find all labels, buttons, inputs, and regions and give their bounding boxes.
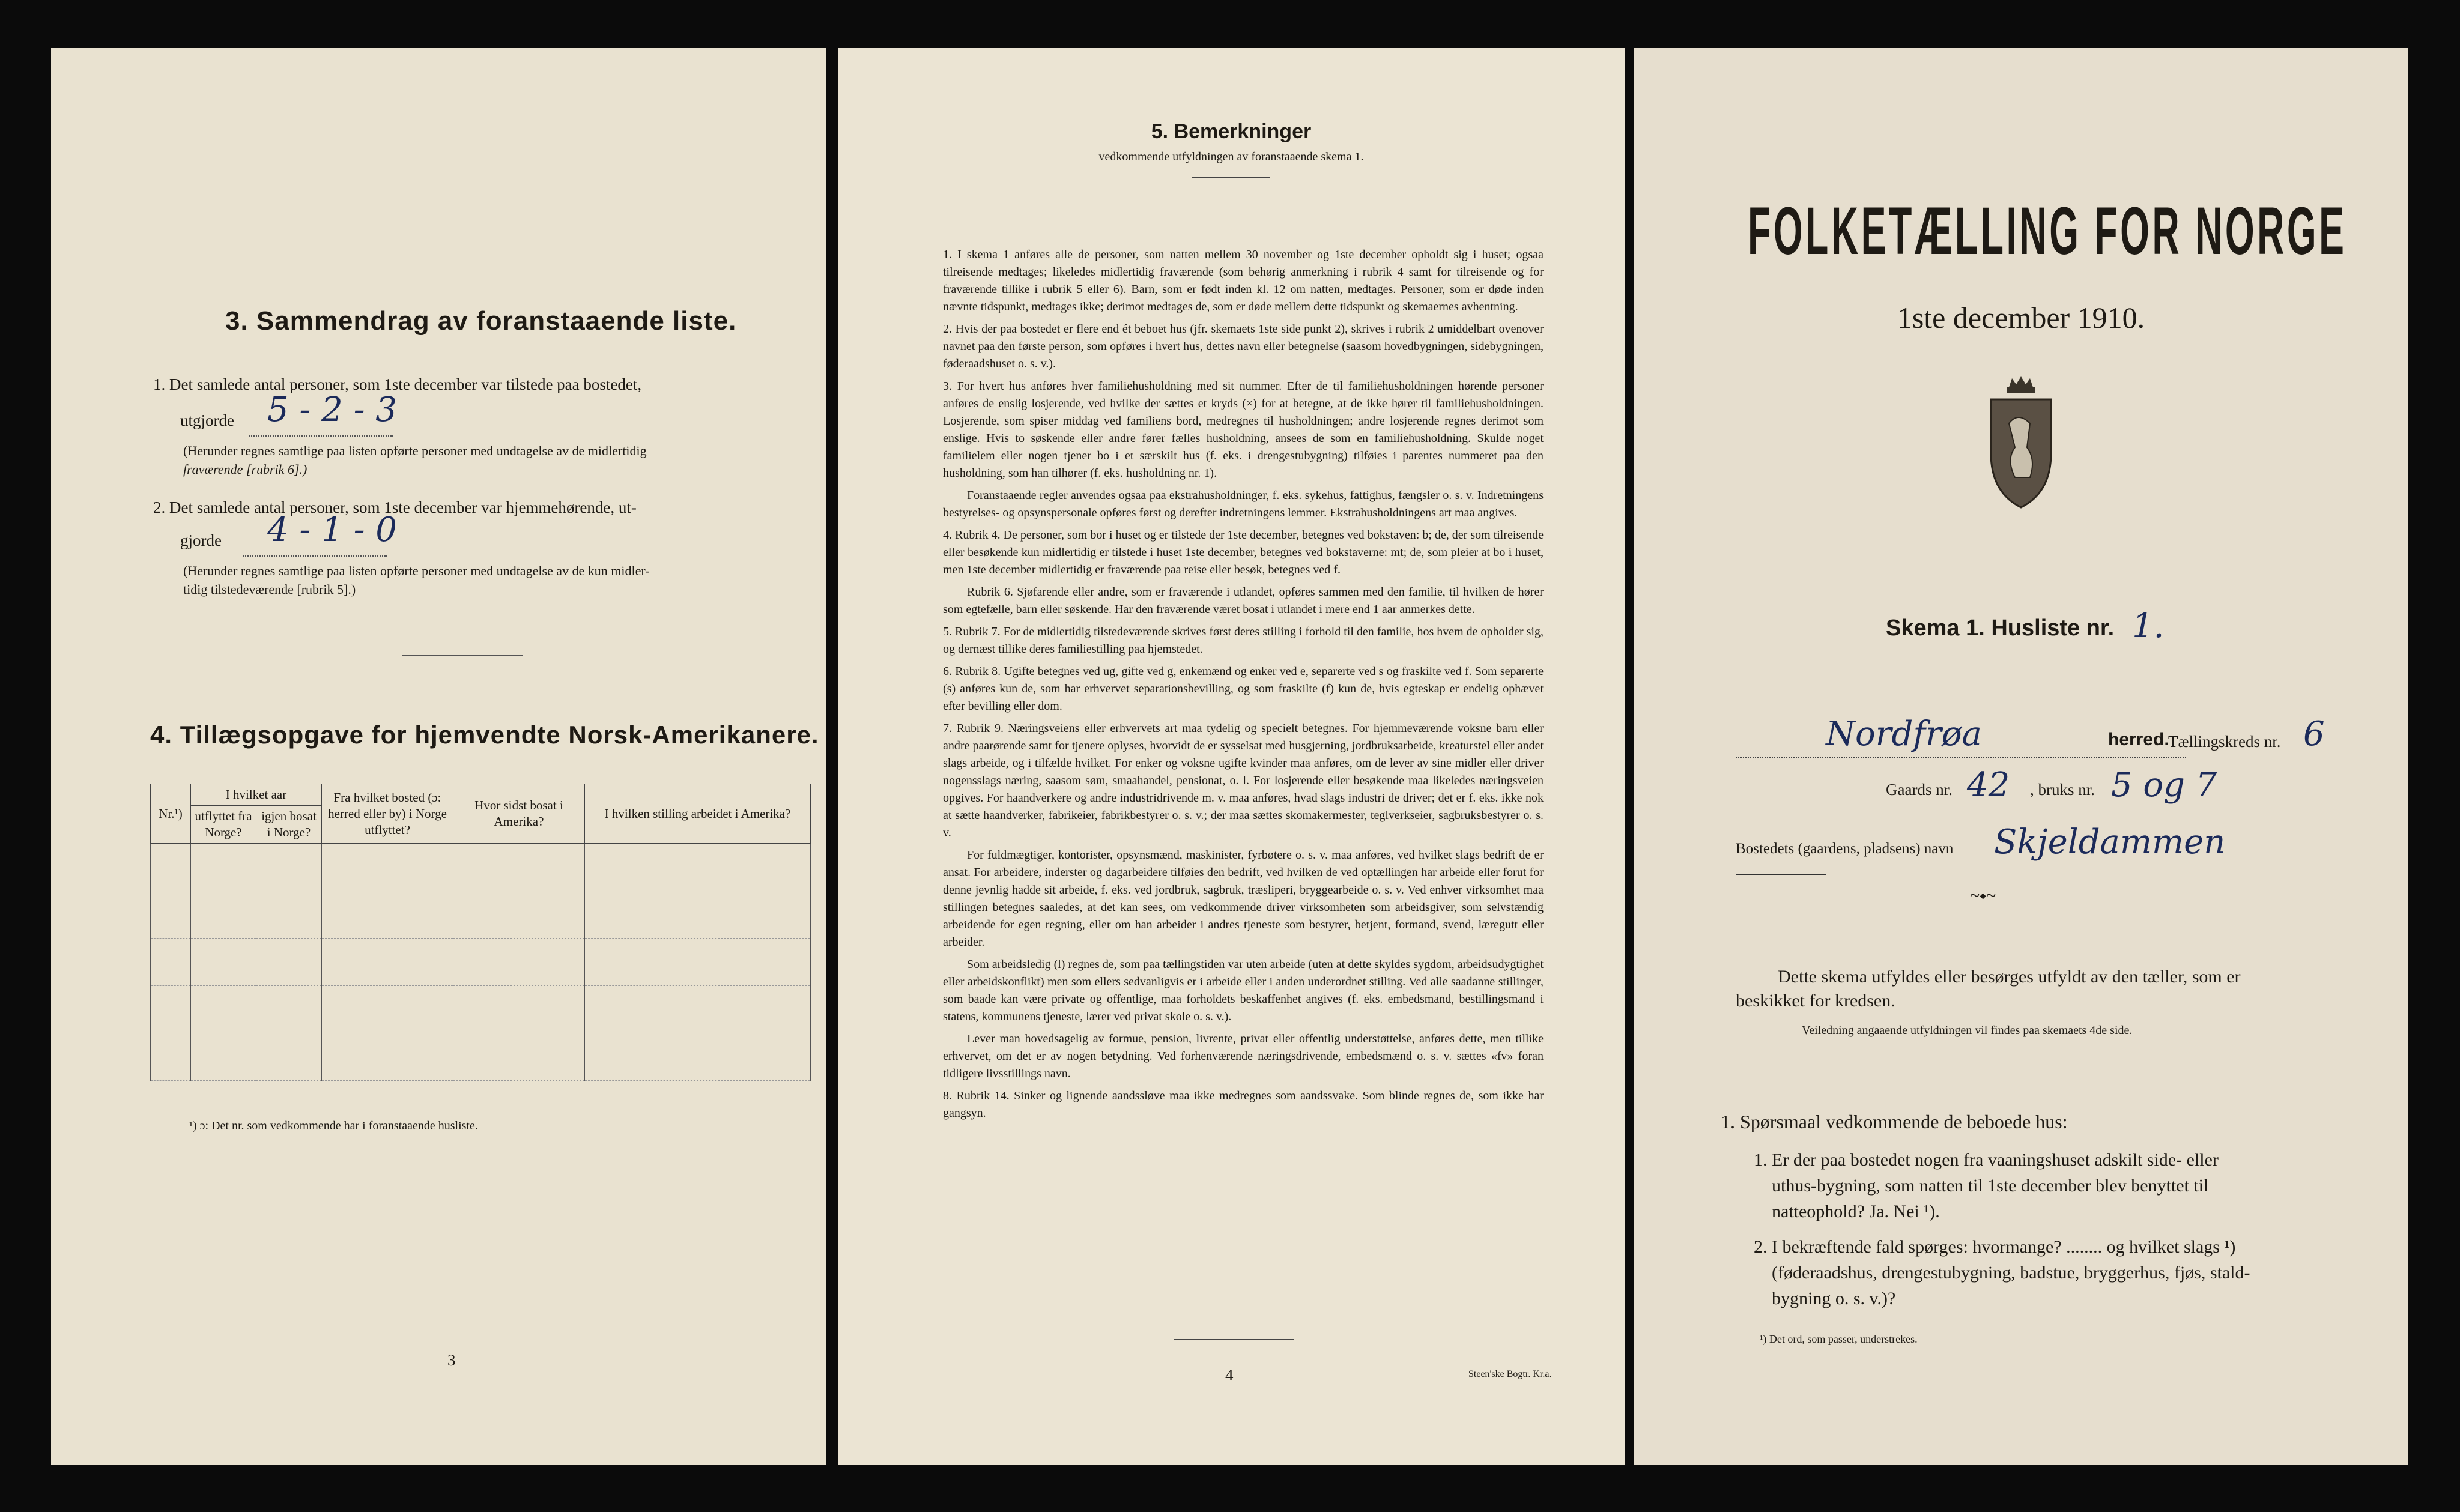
col-fra-bosted: Fra hvilket bosted (ɔ: herred eller by) i Norge utflyttet? <box>322 784 453 844</box>
gaards-hand: 42 <box>1967 766 2010 805</box>
herred-hand: Nordfrøa <box>1826 715 1982 754</box>
item1-utgjorde: utgjorde <box>180 411 234 429</box>
bruks-label: , bruks nr. <box>2030 781 2095 799</box>
skema-label: Skema 1. Husliste nr. <box>1886 615 2115 641</box>
remarks-subtitle: vedkommende utfyldningen av foranstaaende skema 1. <box>1098 150 1364 163</box>
bosted-underline <box>1736 874 1826 875</box>
remark-paragraph: Foranstaaende regler anvendes ogsaa paa ekstrahusholdninger, f. eks. sykehus, fattighus, fængsler o. s. v. Indretningens bestyrelses- og opsynspersonale opføres først og derefter indretningens lemmer. Ekstrahusholdningens art maa angives. <box>943 489 1544 519</box>
kreds-hand: 6 <box>2303 715 2325 754</box>
q2-line1: 2. I bekræftende fald spørges: hvormange? ........ og hvilket slags ¹) <box>1754 1237 2236 1257</box>
remark-paragraph: 2. Hvis der paa bostedet er flere end ét beboet hus (jfr. skemaets 1ste side punkt 2), skrives i rubrik 2 umiddelbart ovenover navnet paa den første person, som opføres i hvert hus, dettes navn eller betegnelse (saasom hovedbygningen, sidebygningen, føderaadshuset o. s. v.). <box>943 322 1544 370</box>
col-hvilket-aar: I hvilket aar <box>191 784 322 806</box>
q1-line1: 1. Er der paa bostedet nogen fra vaaningshuset adskilt side- eller <box>1754 1150 2219 1170</box>
item2-text: 2. Det samlede antal personer, som 1ste december var hjemmehørende, ut- <box>153 498 637 516</box>
census-date: 1ste december 1910. <box>1897 301 2145 334</box>
page-number: 3 <box>447 1351 456 1369</box>
bosted-hand: Skjeldammen <box>1994 823 2226 862</box>
norsk-amerikanere-table <box>150 784 811 1081</box>
table-row <box>151 986 811 1033</box>
item2-dotted-line <box>243 555 387 557</box>
herred-line <box>1736 757 2186 758</box>
remarks-title: 5. Bemerkninger <box>1151 120 1312 143</box>
veiledning-note: Veiledning angaaende utfyldningen vil findes paa skemaets 4de side. <box>1802 1024 2133 1037</box>
ornament: ~⬩~ <box>1970 886 1996 906</box>
remark-paragraph: 7. Rubrik 9. Næringsveiens eller erhvervets art maa tydelig og specielt betegnes. For hjemmeværende voksne barn eller andre paarørende samt for tjenere oplyses, hvorvidt de er sysselsat med husgjerning, jordbruksarbeide, kreaturstel eller andet slags arbeide, og i tilfælde hvilket. For enker og voksne ugifte kvinder maa anføres, om de lever av sine midler eller driver nogensslags næring, saasom søm, smaahandel, pensionat, o. l. For losjerende eller besøkende maa likeledes næringsveien opgives. For haandverkere og andre industridrivende m. v. maa anføres, hvad slags industri de driver; det er f. eks. ikke nok at sætte haandverker, fabrikeier, fabrikbestyrer o. s. v.; der maa sættes skomakermester, teglverkseier, sagbruksbestyrer o. s. v. <box>943 722 1544 839</box>
remark-paragraph: 3. For hvert hus anføres hver familiehusholdning med sit nummer. Efter de til familiehusholdningen hørende personer anføres de enslig losjerende, ved hvilke der sættes et kryds (×) for at betegne, at de ikke hører til familiehusholdningen. Losjerende, som spiser middag ved familiens bord, medregnes til husholdningen; andre losjerende regnes derimot som enslige. Hvis to søskende eller andre fører fælles husholdning, ansees de som en familiehusholdning. Skulde noget familielem eller nogen tjener bo i et særskilt hus (f. eks. i drengestubygning) tilføies i parentes nummeret paa den husholdning, som han tilhører (f. eks. husholdning nr. 1). <box>943 380 1544 480</box>
remark-paragraph: 6. Rubrik 8. Ugifte betegnes ved ug, gifte ved g, enkemænd og enker ved e, separerte ved s og fraskilte ved f. Som separerte (s) anføres kun de, som har erhvervet separationsbevilling, og som fraskilte (f) kun de, hvis egteskap er endelig ophævet efter bevilling eller dom. <box>943 665 1544 713</box>
remark-paragraph: Lever man hovedsagelig av formue, pension, livrente, privat eller offentlig understøttelse, anføres dette, men tillike erhvervet, om det er av nogen betydning. Ved forhenværende næringsdrivende, embedsmænd o. s. v. sættes «fv» foran tidligere livsstillings navn. <box>943 1032 1544 1080</box>
col-nr: Nr.¹) <box>151 784 191 844</box>
table-row <box>151 891 811 939</box>
intro-line2: beskikket for kredsen. <box>1736 991 1895 1011</box>
col-igjen: igjen bosat i Norge? <box>256 806 322 844</box>
q1-line3: natteophold? Ja. Nei ¹). <box>1772 1202 1940 1221</box>
section-3-title: 3. Sammendrag av foranstaaende liste. <box>225 306 737 336</box>
page-number: 4 <box>1225 1366 1234 1384</box>
questions-title: 1. Spørsmaal vedkommende de beboede hus: <box>1721 1111 2068 1132</box>
bosted-label: Bostedets (gaardens, pladsens) navn <box>1736 841 1954 857</box>
kreds-label: Tællingskreds nr. <box>2168 733 2281 751</box>
remark-paragraph: 1. I skema 1 anføres alle de personer, som natten mellem 30 november og 1ste december opholdt sig i huset; ogsaa tilreisende medtages; likeledes midlertidig fraværende (som behørig anmerkning i rubrik 4 samt for tilreisende og for fraværende tillike i rubrik 5 eller 6). Barn, som er født inden kl. 12 om natten, medtages. Personer, som er døde inden nævnte tidspunkt, medtages ikke; derimot medtages de, som er døde mellem dette tidspunkt og skemaernes avhentning. <box>943 248 1544 313</box>
item1-text: 1. Det samlede antal personer, som 1ste december var tilstede paa bostedet, <box>153 375 642 393</box>
remark-paragraph: For fuldmægtiger, kontorister, opsynsmænd, maskinister, fyrbøtere o. s. v. maa anføres, ved hvilket slags bedrift de er ansat. For arbeidere, inderster og dagarbeidere tilføies den bedrift, ved hvilken de ved optællingen har arbeide eller forut for denne jevnlig hadde sit arbeide, f. eks. ved jordbruk, sagbruk, træsliperi, bryggearbeide o. s. v. Ved enhver virksomhet maa stillingen betegnes saaledes, at det kan sees, om vedkommende driver virksomheten som arbeidsgiver, som selvstændig arbeidende for egen regning, eller om han arbeider i andres tjeneste som bestyrer, betjent, formand, svend, læregutt eller arbeider. <box>943 848 1544 949</box>
end-rule <box>1174 1339 1294 1340</box>
item1-handwritten-value: 5 - 2 - 3 <box>267 390 397 429</box>
coat-of-arms-icon <box>1982 375 2060 513</box>
remark-paragraph: 5. Rubrik 7. For de midlertidig tilstedeværende skrives først deres stilling i forhold til den familie, hos hvem de opholder sig, og dernæst tillike deres familiestilling paa hjemstedet. <box>943 625 1544 656</box>
intro-line1: Dette skema utfyldes eller besørges utfyldt av den tæller, som er <box>1778 967 2241 987</box>
census-title: FOLKETÆLLING FOR NORGE <box>1748 193 2347 268</box>
remark-paragraph: 4. Rubrik 4. De personer, som bor i huset og er tilstede der 1ste december, betegnes ved bokstaven: b; de, der som tilreisende eller besøkende kun midlertidig er tilstede i huset 1ste december, betegnes ved bokstaverne: mt; de, som pleier at bo i huset, men 1ste december midlertidig er fraværende paa reise eller besøk, betegnes ved f. <box>943 528 1544 576</box>
item2-gjorde: gjorde <box>180 531 222 549</box>
remark-paragraph: 8. Rubrik 14. Sinker og lignende aandssløve maa ikke medregnes som aandssvake. Som blinde regnes de, som ikke har gangsyn. <box>943 1089 1544 1120</box>
table-row <box>151 1033 811 1081</box>
col-hvor-sidst: Hvor sidst bosat i Amerika? <box>453 784 585 844</box>
item2-note-line2: tidig tilstedeværende [rubrik 5].) <box>183 582 356 597</box>
remark-paragraph: Rubrik 6. Sjøfarende eller andre, som er fraværende i utlandet, opføres sammen med den familie, til hvilken de hører som egtefælle, barn eller søskende. Har den fraværende været bosat i utlandet i mere end 1 aar anmerkes dette. <box>943 585 1544 616</box>
remark-paragraph: Som arbeidsledig (l) regnes de, som paa tællingstiden var uten arbeide (uten at dette skyldes sygdom, arbeidsudygtighet eller arbeidskonflikt) men som ellers sedvanligvis er i arbeide eller i anden underordnet stilling. Ved alle saadanne stillinger, som baade kan være private og offentlige, maa forholdets beskaffenhet angives (f. eks. embedsmand, bestillingsmand i statens, kommunens tjeneste, lærer ved privat skole o. s. v.). <box>943 958 1544 1023</box>
item1-dotted-line <box>249 435 393 437</box>
herred-label: herred. <box>2108 730 2169 749</box>
table-footnote: ¹) ɔ: Det nr. som vedkommende har i foranstaaende husliste. <box>189 1119 478 1132</box>
item2-handwritten-value: 4 - 1 - 0 <box>267 510 397 549</box>
separator <box>402 655 523 656</box>
item1-note-line1: (Herunder regnes samtlige paa listen opførte personer med undtagelse av de midlertidig <box>183 443 647 458</box>
col-utflyttet: utflyttet fra Norge? <box>191 806 256 844</box>
title-rule <box>1192 177 1270 178</box>
gaards-label: Gaards nr. <box>1886 781 1953 799</box>
left-page <box>51 48 826 1465</box>
middle-page <box>838 48 1625 1465</box>
bruks-hand: 5 og 7 <box>2111 766 2217 805</box>
table-row <box>151 939 811 986</box>
section-4-title: 4. Tillægsopgave for hjemvendte Norsk-Amerikanere. <box>150 721 819 749</box>
q1-line2: uthus-bygning, som natten til 1ste december blev benyttet til <box>1772 1176 2209 1196</box>
table-row <box>151 844 811 891</box>
right-page <box>1634 48 2408 1465</box>
item2-note-line1: (Herunder regnes samtlige paa listen opførte personer med undtagelse av de kun midler- <box>183 563 650 578</box>
q2-line3: bygning o. s. v.)? <box>1772 1289 1896 1308</box>
item1-note-line2: fraværende [rubrik 6].) <box>183 462 308 477</box>
col-stilling: I hvilken stilling arbeidet i Amerika? <box>585 784 811 844</box>
printer-mark: Steen'ske Bogtr. Kr.a. <box>1468 1369 1552 1379</box>
husliste-nr-hand: 1. <box>2132 606 2165 646</box>
q2-line2: (føderaadshus, drengestubygning, badstue, bryggerhus, fjøs, stald- <box>1772 1263 2250 1283</box>
remarks-text <box>943 246 1544 1127</box>
form-footnote: ¹) Det ord, som passer, understrekes. <box>1760 1333 1918 1345</box>
